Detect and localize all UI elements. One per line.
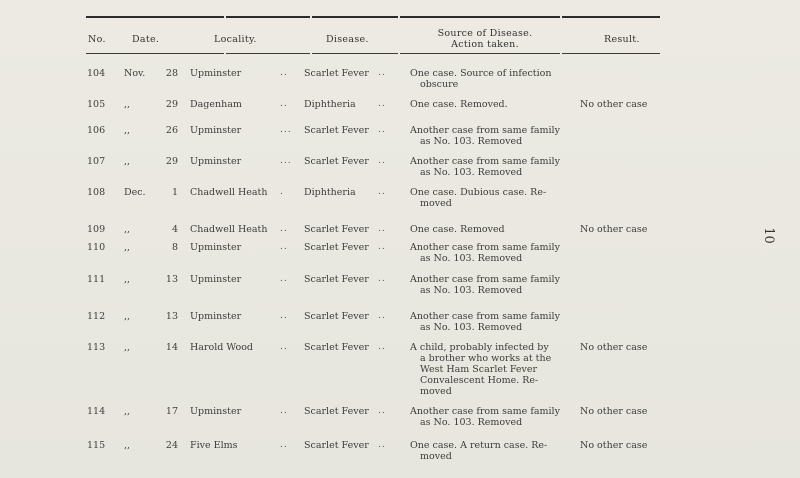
row-source-line: Another case from same family — [410, 406, 560, 417]
row-source-action — [410, 68, 568, 90]
row-locality-leader: .. — [280, 406, 288, 416]
row-source-line: as No. 103. Removed — [420, 136, 523, 147]
row-source-line: as No. 103. Removed — [420, 253, 523, 264]
row-source-action — [410, 224, 568, 235]
row-source-action — [410, 99, 568, 110]
row-source-line: as No. 103. Removed — [420, 322, 523, 333]
header-source-line1: Source of Disease. — [437, 28, 533, 39]
row-no: 106 — [87, 125, 106, 136]
row-no: 108 — [87, 187, 106, 198]
row-month: ,, — [124, 224, 131, 235]
header-no: No. — [88, 34, 106, 45]
row-locality-leader: .. — [280, 440, 288, 450]
row-source-line: Convalescent Home. Re- — [420, 375, 539, 386]
row-month: ,, — [124, 406, 131, 417]
row-locality-leader: ... — [280, 156, 292, 166]
row-month: ,, — [124, 311, 131, 322]
row-locality-leader: .. — [280, 342, 288, 352]
row-locality-leader: .. — [280, 242, 288, 252]
header-rule — [226, 53, 310, 54]
header-rule — [562, 53, 660, 54]
row-source-line: moved — [420, 386, 452, 397]
row-locality: Upminster — [190, 156, 242, 167]
header-rule — [312, 53, 398, 54]
row-month: ,, — [124, 440, 131, 451]
row-day: 28 — [165, 68, 178, 79]
row-source-line: One case. Source of infection — [410, 68, 552, 79]
row-disease-leader: .. — [378, 406, 386, 416]
row-disease: Diphtheria — [304, 187, 356, 198]
row-locality: Upminster — [190, 68, 242, 79]
top-rule — [400, 16, 560, 18]
row-day: 1 — [171, 187, 178, 198]
row-source-line: West Ham Scarlet Fever — [420, 364, 538, 375]
row-source-action — [410, 342, 568, 397]
row-disease: Scarlet Fever — [304, 224, 369, 235]
row-disease-leader: .. — [378, 187, 386, 197]
row-disease-leader: .. — [378, 242, 386, 252]
row-locality: Chadwell Heath — [190, 187, 268, 198]
row-month: ,, — [124, 274, 131, 285]
row-disease: Scarlet Fever — [304, 68, 369, 79]
row-locality: Upminster — [190, 125, 242, 136]
row-month: ,, — [124, 125, 131, 136]
row-disease: Scarlet Fever — [304, 156, 369, 167]
row-day: 24 — [165, 440, 178, 451]
row-source-line: One case. Dubious case. Re- — [410, 187, 547, 198]
row-day: 14 — [165, 342, 178, 353]
row-source-line: a brother who works at the — [420, 353, 552, 364]
row-day: 29 — [165, 156, 178, 167]
row-source-line: One case. Removed — [410, 224, 505, 235]
row-source-action — [410, 406, 568, 428]
row-no: 110 — [87, 242, 106, 253]
row-disease-leader: .. — [378, 224, 386, 234]
row-month: Nov. — [124, 68, 146, 79]
row-disease-leader: .. — [378, 125, 386, 135]
row-no: 104 — [87, 68, 106, 79]
row-no: 112 — [87, 311, 106, 322]
header-rule — [86, 53, 224, 54]
row-source-line: Another case from same family — [410, 125, 560, 136]
header-source-line2: Action taken. — [451, 39, 519, 50]
row-source-line: A child, probably infected by — [410, 342, 549, 353]
row-source-line: Another case from same family — [410, 242, 560, 253]
row-month: ,, — [124, 99, 131, 110]
row-month: ,, — [124, 156, 131, 167]
row-disease: Diphtheria — [304, 99, 356, 110]
top-rule — [312, 16, 398, 18]
row-source-action — [410, 440, 568, 462]
row-disease: Scarlet Fever — [304, 242, 369, 253]
row-locality: Upminster — [190, 242, 242, 253]
header-rule — [400, 53, 560, 54]
header-date: Date. — [132, 34, 160, 45]
row-result: No other case — [580, 342, 648, 353]
row-source-line: Another case from same family — [410, 274, 560, 285]
row-disease-leader: .. — [378, 274, 386, 284]
row-disease: Scarlet Fever — [304, 440, 369, 451]
row-result: No other case — [580, 440, 648, 451]
top-rule — [562, 16, 660, 18]
row-locality-leader: .. — [280, 68, 288, 78]
header-locality: Locality. — [214, 34, 257, 45]
row-day: 13 — [165, 311, 178, 322]
row-day: 4 — [171, 224, 178, 235]
row-day: 17 — [165, 406, 178, 417]
row-source-action — [410, 242, 568, 264]
row-source-line: obscure — [420, 79, 459, 90]
row-day: 8 — [171, 242, 178, 253]
row-locality-leader: .. — [280, 99, 288, 109]
row-no: 115 — [87, 440, 106, 451]
top-rule — [226, 16, 310, 18]
row-disease-leader: .. — [378, 311, 386, 321]
row-locality: Chadwell Heath — [190, 224, 268, 235]
row-source-line: as No. 103. Removed — [420, 417, 523, 428]
header-source — [420, 28, 550, 50]
row-month: ,, — [124, 242, 131, 253]
page-number: 10 — [760, 227, 776, 244]
row-disease: Scarlet Fever — [304, 311, 369, 322]
row-source-line: Another case from same family — [410, 311, 560, 322]
row-source-action — [410, 156, 568, 178]
row-no: 114 — [87, 406, 106, 417]
row-disease: Scarlet Fever — [304, 406, 369, 417]
row-disease-leader: .. — [378, 440, 386, 450]
row-month: ,, — [124, 342, 131, 353]
row-disease-leader: .. — [378, 99, 386, 109]
row-no: 107 — [87, 156, 106, 167]
row-source-action — [410, 311, 568, 333]
row-source-line: One case. Removed. — [410, 99, 508, 110]
row-locality-leader: .. — [280, 311, 288, 321]
row-locality: Upminster — [190, 311, 242, 322]
row-day: 29 — [165, 99, 178, 110]
row-source-action — [410, 125, 568, 147]
row-disease-leader: .. — [378, 156, 386, 166]
row-no: 109 — [87, 224, 106, 235]
row-locality: Five Elms — [190, 440, 238, 451]
row-disease: Scarlet Fever — [304, 342, 369, 353]
row-source-line: Another case from same family — [410, 156, 560, 167]
row-locality-leader: . — [280, 187, 284, 197]
header-disease: Disease. — [326, 34, 369, 45]
row-locality: Dagenham — [190, 99, 242, 110]
row-month: Dec. — [124, 187, 146, 198]
row-locality-leader: .. — [280, 224, 288, 234]
row-source-line: moved — [420, 198, 452, 209]
header-result: Result. — [604, 34, 640, 45]
row-day: 26 — [165, 125, 178, 136]
top-rule — [86, 16, 224, 18]
row-locality: Upminster — [190, 274, 242, 285]
row-disease-leader: .. — [378, 68, 386, 78]
row-disease-leader: .. — [378, 342, 386, 352]
row-source-line: moved — [420, 451, 452, 462]
row-disease: Scarlet Fever — [304, 125, 369, 136]
row-no: 113 — [87, 342, 106, 353]
row-source-action — [410, 187, 568, 209]
row-result: No other case — [580, 99, 648, 110]
row-source-line: One case. A return case. Re- — [410, 440, 548, 451]
row-result: No other case — [580, 224, 648, 235]
row-locality: Harold Wood — [190, 342, 253, 353]
row-source-line: as No. 103. Removed — [420, 167, 523, 178]
row-no: 111 — [87, 274, 106, 285]
row-day: 13 — [165, 274, 178, 285]
row-disease: Scarlet Fever — [304, 274, 369, 285]
row-locality-leader: .. — [280, 274, 288, 284]
row-no: 105 — [87, 99, 106, 110]
row-source-line: as No. 103. Removed — [420, 285, 523, 296]
row-result: No other case — [580, 406, 648, 417]
row-locality: Upminster — [190, 406, 242, 417]
row-source-action — [410, 274, 568, 296]
row-locality-leader: ... — [280, 125, 292, 135]
